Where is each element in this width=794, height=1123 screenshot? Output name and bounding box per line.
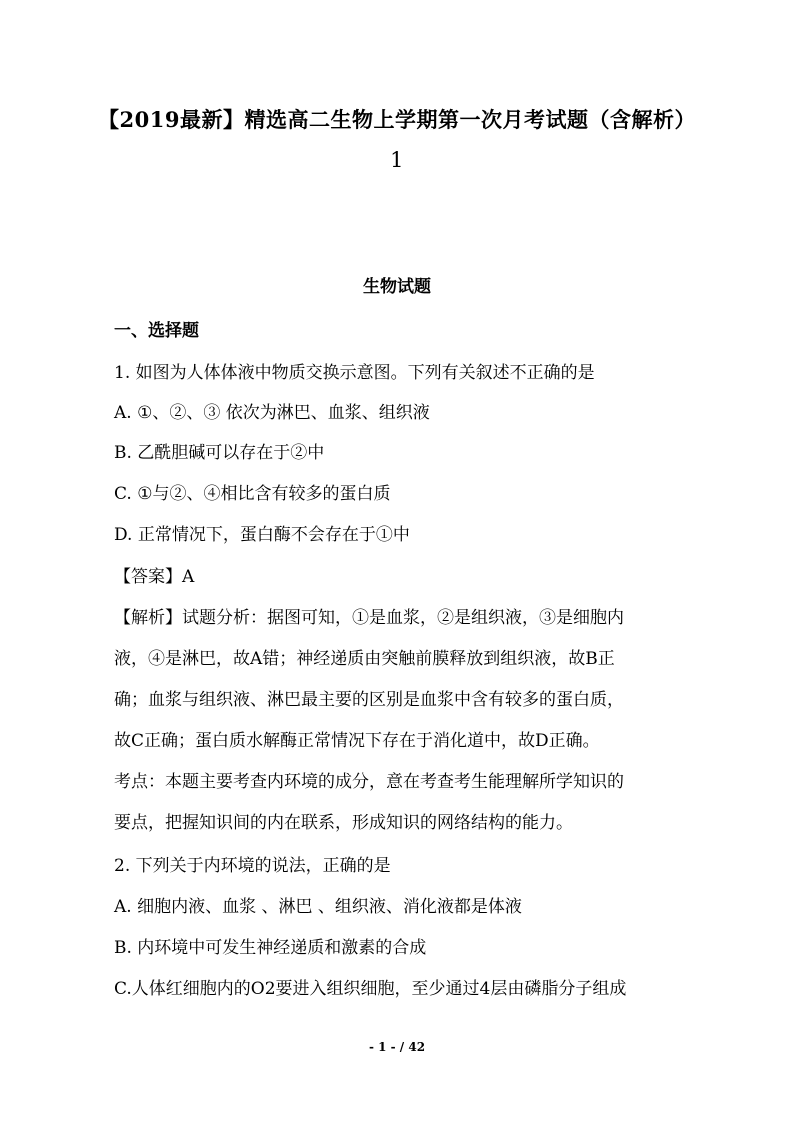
question-1-option-d: D. 正常情况下，蛋白酶不会存在于①中	[114, 525, 410, 545]
question-2-option-c: C.人体红细胞内的O2要进入组织细胞，至少通过4层由磷脂分子组成	[114, 979, 627, 999]
question-1-answer: 【答案】A	[114, 567, 195, 587]
question-1-analysis-line: 【解析】试题分析：据图可知，①是血浆，②是组织液，③是细胞内	[114, 608, 624, 628]
page-number-footer: - 1 - / 42	[368, 1040, 426, 1054]
question-1-option-a: A. ①、②、③ 依次为淋巴、血浆、组织液	[114, 403, 430, 423]
question-1-kaodian-line: 考点：本题主要考查内环境的成分，意在考查考生能理解所学知识的	[114, 772, 624, 792]
question-1-analysis-line: 故C正确；蛋白质水解酶正常情况下存在于消化道中，故D正确。	[114, 731, 600, 751]
question-1-stem: 1. 如图为人体体液中物质交换示意图。下列有关叙述不正确的是	[114, 363, 595, 383]
document-title-number: 1	[390, 148, 404, 172]
question-1-option-c: C. ①与②、④相比含有较多的蛋白质	[114, 484, 391, 504]
question-1-analysis-line: 液，④是淋巴，故A错；神经递质由突触前膜释放到组织液，故B正	[114, 649, 615, 669]
question-1-option-b: B. 乙酰胆碱可以存在于②中	[114, 443, 325, 463]
question-2-option-b: B. 内环境中可发生神经递质和激素的合成	[114, 938, 427, 958]
document-title: 【2019最新】精选高二生物上学期第一次月考试题（含解析）	[98, 107, 696, 132]
question-2-stem: 2. 下列关于内环境的说法，正确的是	[114, 856, 391, 876]
question-1-analysis-line: 确；血浆与组织液、淋巴最主要的区别是血浆中含有较多的蛋白质，	[114, 690, 624, 710]
document-subtitle: 生物试题	[363, 277, 431, 297]
section-heading: 一、选择题	[114, 321, 199, 341]
question-1-kaodian-line: 要点，把握知识间的内在联系，形成知识的网络结构的能力。	[114, 813, 573, 833]
question-2-option-a: A. 细胞内液、血浆 、淋巴 、组织液、消化液都是体液	[114, 897, 522, 917]
